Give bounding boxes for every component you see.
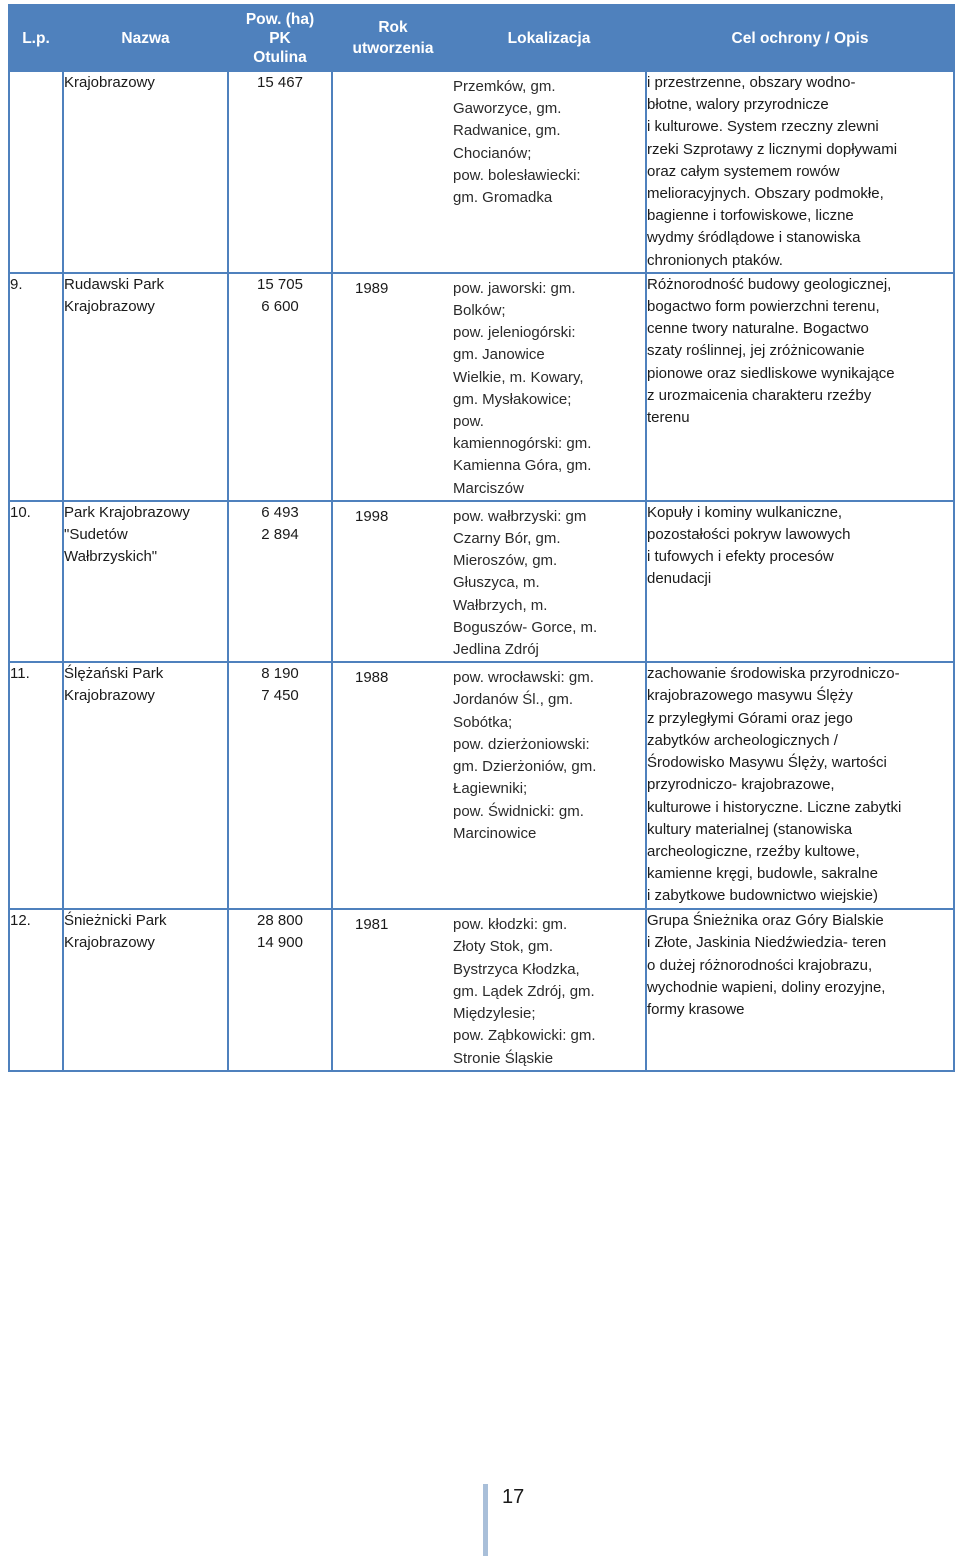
- header-pow-line2: PK: [269, 29, 291, 47]
- footer-rule: [483, 1484, 488, 1556]
- cell-lp: 10.: [9, 501, 63, 662]
- lokalizacja-line: Międzylesie;: [453, 1005, 536, 1023]
- lokalizacja-line: Radwanice, gm.: [453, 122, 561, 140]
- lokalizacja-line: pow. dzierżoniowski:: [453, 735, 590, 753]
- pow-line: 2 894: [261, 526, 299, 544]
- lokalizacja-line: Jedlina Zdrój: [453, 641, 539, 659]
- lokalizacja-line: Wielkie, m. Kowary,: [453, 368, 584, 386]
- lokalizacja-line: gm. Lądek Zdrój, gm.: [453, 982, 595, 1000]
- cell-rok-lokalizacja: [332, 71, 646, 273]
- nazwa-line: Ślężański Park: [64, 665, 164, 683]
- lokalizacja-line: Gaworzyce, gm.: [453, 100, 562, 118]
- opis-line: o dużej różnorodności krajobrazu,: [647, 956, 873, 974]
- pow-line: 6 600: [261, 298, 299, 316]
- lokalizacja-line: pow. jeleniogórski:: [453, 324, 576, 342]
- lokalizacja-line: pow. bolesławiecki:: [453, 166, 581, 184]
- lokalizacja-value: [453, 274, 645, 500]
- parks-table: [8, 4, 955, 1072]
- lokalizacja-line: gm. Dzierżoniów, gm.: [453, 758, 597, 776]
- header-opis: Cel ochrony / Opis: [646, 5, 954, 71]
- table-body: [9, 71, 954, 1071]
- cell-pow: [228, 662, 332, 909]
- lokalizacja-line: Złoty Stok, gm.: [453, 938, 554, 956]
- lokalizacja-line: Bolków;: [453, 302, 506, 320]
- lokalizacja-line: Czarny Bór, gm.: [453, 530, 561, 548]
- opis-line: Kopuły i kominy wulkaniczne,: [647, 503, 843, 521]
- lokalizacja-line: Wałbrzych, m.: [453, 596, 548, 614]
- pow-line: 15 705: [257, 275, 303, 293]
- opis-line: błotne, walory przyrodnicze: [647, 96, 829, 114]
- cell-rok-lokalizacja: [332, 273, 646, 501]
- lokalizacja-line: pow.: [453, 413, 484, 431]
- opis-line: melioracyjnych. Obszary podmokłe,: [647, 185, 884, 203]
- opis-line: wychodnie wapieni, doliny erozyjne,: [647, 978, 886, 996]
- opis-line: zachowanie środowiska przyrodniczo-: [647, 665, 900, 683]
- page-number: 17: [502, 1486, 525, 1508]
- cell-rok-lokalizacja: [332, 662, 646, 909]
- header-rok-line2: utworzenia: [352, 40, 434, 57]
- opis-line: wydmy śródlądowe i stanowiska: [647, 229, 861, 247]
- table-row: [9, 501, 954, 662]
- rok-value: 1981: [355, 916, 389, 934]
- lokalizacja-line: kamiennogórski: gm.: [453, 435, 592, 453]
- lokalizacja-value: [453, 502, 645, 661]
- header-pow-line1: Pow. (ha): [245, 10, 315, 28]
- nazwa-line: Rudawski Park: [64, 275, 165, 293]
- lokalizacja-line: Jordanów Śl., gm.: [453, 691, 574, 709]
- cell-opis: [646, 662, 954, 909]
- rok-value: 1988: [355, 669, 389, 687]
- lokalizacja-line: pow. wrocławski: gm.: [453, 669, 594, 687]
- pow-line: 6 493: [261, 503, 299, 521]
- opis-line: rzeki Szprotawy z licznymi dopływami: [647, 140, 898, 158]
- opis-line: i zabytkowe budownictwo wiejskie): [647, 887, 878, 905]
- pow-line: 14 900: [257, 934, 303, 952]
- lokalizacja-line: Łagiewniki;: [453, 780, 528, 798]
- lokalizacja-line: Marcinowice: [453, 824, 537, 842]
- cell-opis: [646, 273, 954, 501]
- lokalizacja-line: Mieroszów, gm.: [453, 552, 558, 570]
- opis-line: kamienne kręgi, budowle, sakralne: [647, 865, 878, 883]
- cell-lp: 9.: [9, 273, 63, 501]
- opis-line: Różnorodność budowy geologicznej,: [647, 275, 892, 293]
- header-pow: [228, 5, 332, 71]
- header-lokalizacja: Lokalizacja: [507, 29, 591, 47]
- table-row: [9, 662, 954, 909]
- opis-line: z urozmaicenia charakteru rzeźby: [647, 386, 872, 404]
- header-nazwa: Nazwa: [63, 5, 228, 71]
- nazwa-line: Śnieżnicki Park: [64, 912, 167, 930]
- lokalizacja-line: gm. Gromadka: [453, 189, 553, 207]
- lokalizacja-line: Głuszyca, m.: [453, 574, 540, 592]
- table-header-row: [9, 5, 954, 71]
- nazwa-line: Krajobrazowy: [64, 934, 155, 952]
- opis-line: pionowe oraz siedliskowe wynikające: [647, 364, 895, 382]
- nazwa-line: Krajobrazowy: [64, 687, 155, 705]
- opis-line: kulturowe i historyczne. Liczne zabytki: [647, 798, 902, 816]
- opis-line: bogactwo form powierzchni terenu,: [647, 298, 880, 316]
- table-row: [9, 71, 954, 273]
- opis-line: bagienne i torfowiskowe, liczne: [647, 207, 854, 225]
- header-rok-line1: Rok: [378, 19, 408, 36]
- lokalizacja-line: Chocianów;: [453, 144, 532, 162]
- nazwa-line: Krajobrazowy: [64, 298, 155, 316]
- cell-pow: [228, 909, 332, 1070]
- rok-value: 1998: [355, 507, 389, 525]
- cell-rok-lokalizacja: [332, 909, 646, 1070]
- nazwa-line: Krajobrazowy: [64, 74, 155, 91]
- nazwa-line: Park Krajobrazowy: [64, 503, 190, 521]
- opis-line: i Złote, Jaskinia Niedźwiedzia- teren: [647, 934, 887, 952]
- cell-pow: [228, 273, 332, 501]
- pow-line: 15 467: [257, 74, 303, 91]
- opis-line: szaty roślinnej, jej zróżnicowanie: [647, 342, 865, 360]
- lokalizacja-line: gm. Janowice: [453, 346, 545, 364]
- header-lp: L.p.: [9, 5, 63, 71]
- opis-line: terenu: [647, 409, 690, 427]
- cell-opis: [646, 71, 954, 273]
- cell-nazwa: [63, 662, 228, 909]
- opis-line: krajobrazowego masywu Ślęży: [647, 687, 853, 705]
- opis-line: i przestrzenne, obszary wodno-: [647, 74, 856, 91]
- lokalizacja-value: [453, 72, 645, 209]
- opis-line: zabytków archeologicznych /: [647, 731, 838, 749]
- opis-line: Grupa Śnieżnika oraz Góry Bialskie: [647, 912, 884, 930]
- opis-line: Środowisko Masywu Ślęży, wartości: [647, 754, 887, 772]
- cell-rok-lokalizacja: [332, 501, 646, 662]
- opis-line: oraz całym systemem rowów: [647, 162, 840, 180]
- opis-line: chronionych ptaków.: [647, 251, 783, 269]
- nazwa-line: "Sudetów: [64, 526, 128, 544]
- opis-line: z przyległymi Górami oraz jego: [647, 709, 853, 727]
- header-rok-lokalizacja: [332, 5, 646, 71]
- opis-line: formy krasowe: [647, 1001, 745, 1019]
- opis-line: pozostałości pokryw lawowych: [647, 526, 851, 544]
- rok-value: [333, 72, 453, 209]
- cell-nazwa: [63, 71, 228, 273]
- header-pow-line3: Otulina: [253, 48, 307, 66]
- lokalizacja-line: pow. Świdnicki: gm.: [453, 802, 584, 820]
- lokalizacja-line: pow. Ząbkowicki: gm.: [453, 1027, 596, 1045]
- lokalizacja-line: pow. wałbrzyski: gm: [453, 507, 587, 525]
- lokalizacja-line: Kamienna Góra, gm.: [453, 457, 592, 475]
- lokalizacja-line: gm. Mysłakowice;: [453, 390, 572, 408]
- lokalizacja-line: Sobótka;: [453, 713, 513, 731]
- pow-line: 7 450: [261, 687, 299, 705]
- table-row: [9, 909, 954, 1070]
- pow-line: 8 190: [261, 665, 299, 683]
- cell-pow: [228, 71, 332, 273]
- cell-nazwa: [63, 501, 228, 662]
- opis-line: i tufowych i efekty procesów: [647, 548, 834, 566]
- cell-lp: [9, 71, 63, 273]
- pow-line: 28 800: [257, 912, 303, 930]
- opis-line: kultury materialnej (stanowiska: [647, 820, 853, 838]
- lokalizacja-line: Bystrzyca Kłodzka,: [453, 960, 580, 978]
- opis-line: przyrodniczo- krajobrazowe,: [647, 776, 835, 794]
- lokalizacja-line: pow. jaworski: gm.: [453, 279, 576, 297]
- lokalizacja-value: [453, 663, 645, 845]
- cell-lp: 11.: [9, 662, 63, 909]
- lokalizacja-line: Boguszów- Gorce, m.: [453, 618, 598, 636]
- opis-line: denudacji: [647, 570, 712, 588]
- opis-line: archeologiczne, rzeźby kultowe,: [647, 842, 860, 860]
- opis-line: i kulturowe. System rzeczny zlewni: [647, 118, 879, 136]
- cell-nazwa: [63, 273, 228, 501]
- rok-value: 1989: [355, 279, 389, 297]
- cell-pow: [228, 501, 332, 662]
- lokalizacja-value: [453, 910, 645, 1069]
- lokalizacja-line: pow. kłodzki: gm.: [453, 916, 568, 934]
- cell-nazwa: [63, 909, 228, 1070]
- opis-line: cenne twory naturalne. Bogactwo: [647, 320, 869, 338]
- cell-opis: [646, 501, 954, 662]
- cell-opis: [646, 909, 954, 1070]
- lokalizacja-line: Przemków, gm.: [453, 78, 556, 95]
- nazwa-line: Wałbrzyskich": [64, 548, 158, 566]
- table-row: [9, 273, 954, 501]
- cell-lp: 12.: [9, 909, 63, 1070]
- lokalizacja-line: Marciszów: [453, 479, 524, 497]
- lokalizacja-line: Stronie Śląskie: [453, 1049, 554, 1067]
